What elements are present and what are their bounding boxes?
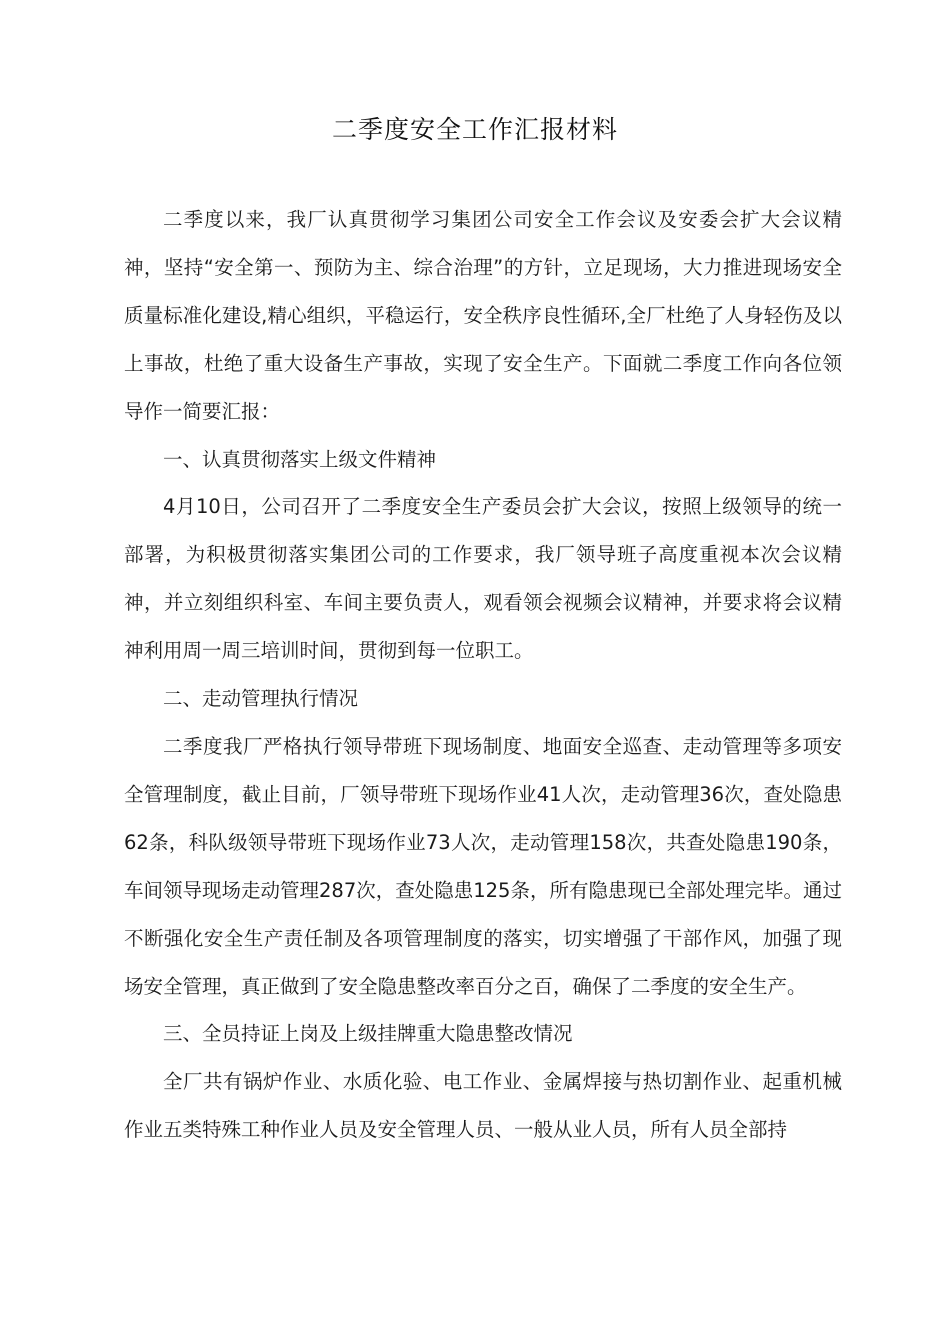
section-heading-1: 一、认真贯彻落实上级文件精神 bbox=[163, 447, 437, 471]
document-title: 二季度安全工作汇报材料 bbox=[331, 115, 618, 144]
section-3-paragraph: 全厂共有锅炉作业、水质化验、电工作业、金属焊接与热切割作业、起重机械作业五类特殊工种作业人员及安全管理人员、一般从业人员，所有人员全部持 bbox=[124, 1070, 842, 1142]
section-1-paragraph: 4月10日，公司召开了二季度安全生产委员会扩大会议，按照上级领导的统一部署，为积极贯彻落实集团公司的工作要求，我厂领导班子高度重视本次会议精神，并立刻组织科室、车间主要负责人，观看领会视频会议精神，并要求将会议精神利用周一周三培训时间，贯彻到每一位职工。 bbox=[124, 495, 842, 663]
section-heading-2: 二、走动管理执行情况 bbox=[163, 687, 359, 711]
section-2-paragraph: 二季度我厂严格执行领导带班下现场制度、地面安全巡查、走动管理等多项安全管理制度，截止目前，厂领导带班下现场作业41人次，走动管理36次，查处隐患62条，科队级领导带班下现场作业73人次，走动管理158次，共查处隐患190条，车间领导现场走动管理287次，查处隐患125条，所有隐患现已全部处理完毕。通过不断强化安全生产责任制及各项管理制度的落实，切实增强了干部作风，加强了现场安全管理，真正做到了安全隐患整改率百分之百，确保了二季度的安全生产。 bbox=[124, 734, 842, 998]
intro-paragraph: 二季度以来，我厂认真贯彻学习集团公司安全工作会议及安委会扩大会议精神，坚持“安全第一、预防为主、综合治理”的方针，立足现场，大力推进现场安全质量标准化建设,精心组织，平稳运行，安全秩序良性循环,全厂杜绝了人身轻伤及以上事故，杜绝了重大设备生产事故，实现了安全生产。下面就二季度工作向各位领导作一简要汇报： bbox=[124, 208, 842, 423]
document-body bbox=[124, 196, 842, 1154]
section-heading-3: 三、全员持证上岗及上级挂牌重大隐患整改情况 bbox=[163, 1022, 573, 1046]
